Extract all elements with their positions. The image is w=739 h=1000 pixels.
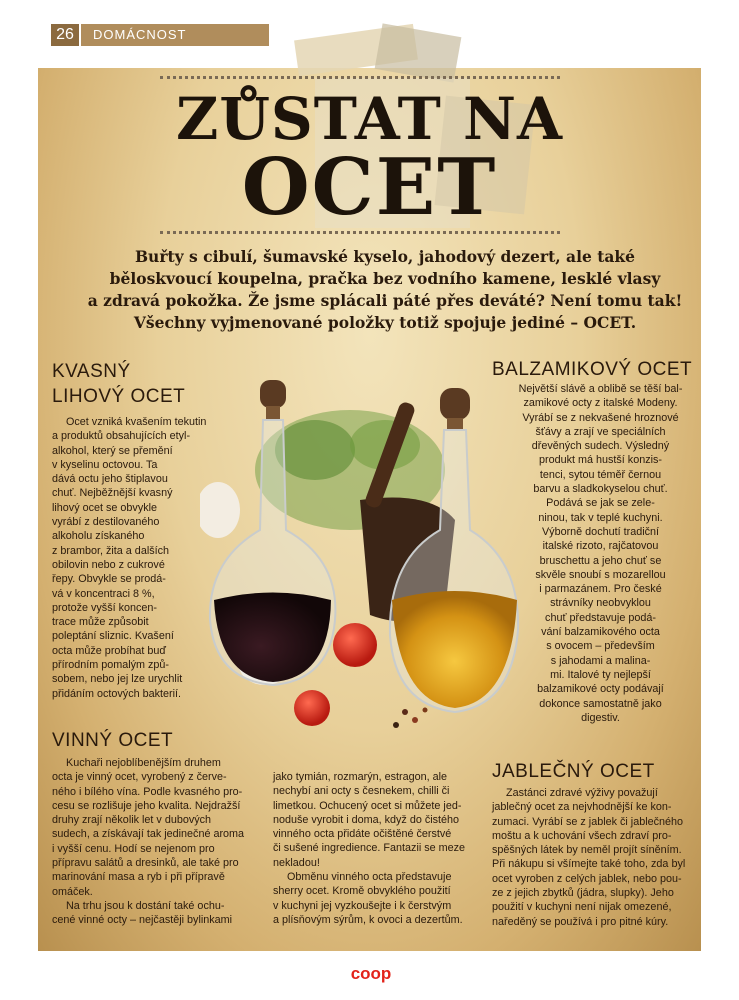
text-line: Na trhu jsou k dostání také ochu- (66, 899, 225, 912)
text-line: digestiv. (581, 711, 620, 724)
text-line: ného i bílého vína. Podle kvasného pro- (52, 785, 243, 798)
text-line: nekladou! (273, 856, 320, 869)
text-line: sobem, nebo jej lze urychlit (52, 673, 183, 686)
text-line: strávníky neobvyklou (550, 597, 651, 610)
text-line: z brambor, žita a dalších (52, 544, 170, 557)
heading-balzamikovy: BALZAMIKOVÝ OCET (492, 359, 693, 380)
text-line: tenci, sytou téměř černou (539, 468, 662, 481)
text-line: Při nákupu si všímejte také toho, zda byl (492, 858, 686, 871)
text-line: noduše vyrobit i doma, když do čistého (273, 813, 460, 826)
lead-line: běloskvoucí koupelna, pračka bez vodního kamene, lesklé vlasy (109, 269, 661, 288)
text-line: vyrábí z destilovaného (52, 516, 160, 529)
text-line: Vyrábí se z nekvašené hroznové (522, 411, 679, 424)
text-line: nechybí ani octy s česnekem, chilli či (273, 785, 450, 798)
text-line: dokonce samostatně jako (539, 697, 662, 710)
text-line: přidáním octových bakterií. (52, 687, 182, 700)
page-number: 26 (51, 24, 79, 46)
page-header (51, 24, 269, 46)
article-title-line1: ZŮSTAT NA (176, 85, 563, 153)
heading-line: KVASNÝ (52, 361, 131, 382)
heading-kvasny (52, 359, 185, 409)
text-line: v kyselinu octovou. Ta (52, 458, 158, 471)
text-line: naředěný se používá i pro pitné kúry. (492, 915, 669, 928)
text-line: balzamikové octy podávají (537, 683, 664, 696)
text-line: s jahodami a malina- (550, 654, 651, 667)
text-line: Zastánci zdravé výživy považují (506, 787, 658, 799)
coop-logo: coop (350, 964, 392, 983)
text-line: jako tymián, rozmarýn, estragon, ale (273, 771, 448, 783)
text-vinny-col2 (273, 770, 483, 927)
text-line: spěšných látek by neměl projít síněním. (492, 844, 682, 857)
text-line: octa je vinný ocet, vyrobený z červe- (52, 771, 227, 784)
text-line: italské rizoto, rajčatovou (542, 540, 659, 553)
lead-line: Všechny vyjmenované položky totiž spojuje jediné – OCET. (133, 313, 637, 332)
text-line: jablečný ocet za nejvhodnější ke kon- (492, 801, 672, 814)
heading-vinny: VINNÝ OCET (52, 730, 174, 751)
text-line: i vyšší cenu. Hodí se nejenom pro (52, 842, 215, 855)
text-line: limetkou. Ochucený ocet si můžete jed- (273, 799, 462, 812)
heading-jablecny: JABLEČNÝ OCET (492, 761, 655, 782)
text-line: bruschettu a jeho chuť se (539, 554, 662, 567)
text-vinny-col1 (52, 756, 267, 928)
text-line: přírodním pomalým způ- (52, 659, 170, 672)
text-line: použití v kuchyni není nijak omezené, (492, 901, 672, 914)
text-line: v kuchyni jej vyzkoušejte i k čerstvým (273, 899, 452, 912)
text-line: alkohol, který se přemění (52, 444, 173, 457)
text-line: lihový ocet se obvykle (52, 501, 158, 514)
lead-line: Buřty s cibulí, šumavské kyselo, jahodový dezert, ale také (134, 247, 636, 266)
text-line: moštu a k uchování všech zdraví pro- (492, 829, 672, 842)
text-line: zumaci. Vyrábí se z jablek či jablečného (492, 815, 684, 828)
text-line: produkt má hustší konzis- (538, 454, 662, 467)
text-line: skvěle snoubí s mozarellou (535, 568, 666, 581)
text-line: cené vinné octy – nejčastěji bylinkami (52, 914, 233, 927)
text-line: šťávy a zrají ve speciálních (535, 425, 666, 438)
text-line: vinného octa přidáte očištěné čerstvé (273, 828, 452, 841)
section-label: DOMÁCNOST (81, 24, 269, 46)
text-line: Ocet vzniká kvašením tekutin (66, 416, 207, 428)
text-line: trace může způsobit (52, 616, 149, 629)
text-line: barvu a sladkokyselou chuť. (533, 483, 668, 496)
text-jablecny (492, 786, 697, 929)
text-line: alkoholu získaného (52, 530, 145, 543)
text-line: obilovin nebo z cukrové (52, 558, 165, 571)
text-line: vá v koncentraci 8 %, (52, 587, 155, 600)
text-line: mi. Italové ty nejlepší (550, 668, 651, 681)
heading-line: LIHOVÝ OCET (52, 386, 186, 407)
text-line: zamikové octy z italské Modeny. (523, 397, 678, 410)
text-kvasny (52, 415, 232, 701)
text-line: vání balzamikového octa (541, 626, 660, 639)
text-line: omáček. (52, 885, 93, 898)
text-line: Obměnu vinného octa představuje (287, 871, 452, 884)
text-line: a produktů obsahujících etyl- (52, 430, 191, 443)
text-line: s ovocem – především (546, 640, 655, 653)
vinegar-bottles-photo (200, 360, 530, 740)
text-line: druhy zrají několik let v dubových (52, 814, 212, 827)
text-line: a plísňovým sýrům, k ovoci a dezertům. (273, 913, 463, 926)
text-line: Výborně dochutí tradiční (541, 525, 660, 538)
article-title-line2: OCET (241, 142, 498, 233)
text-line: i parmazánem. Pro české (539, 583, 662, 596)
lead-paragraph (75, 246, 695, 334)
text-balzamikovy (508, 382, 693, 725)
text-line: marinování masa a ryb i při přípravě (52, 871, 225, 884)
text-line: sherry ocet. Kromě obvyklého použití (273, 885, 451, 898)
text-line: ninou, tak v teplé kuchyni. (538, 511, 663, 524)
text-line: přípravu salátů a dresinků, ale také pro (52, 857, 239, 870)
text-line: octa může probíhat buď (52, 644, 167, 657)
text-line: poleptání sliznic. Kvašení (52, 630, 174, 643)
text-line: Podává se jak se zele- (546, 497, 655, 510)
text-line: ze z jejich zbytků (jádra, slupky). Jeho (492, 887, 674, 900)
text-line: Největší slávě a oblibě se těší bal- (518, 383, 683, 395)
text-line: ocet vyroben z celých jablek, nebo pou- (492, 872, 682, 885)
text-line: Kuchaři nejoblíbenějším druhem (66, 757, 221, 769)
text-line: dřevěných sudech. Výsledný (531, 440, 670, 453)
lead-line: a zdravá pokožka. Že jsme splácali páté přes deváté? Není tomu tak! (87, 291, 683, 310)
text-line: cesu se rozlišuje jeho kvalita. Nejdražší (52, 799, 241, 812)
text-line: protože vyšší koncen- (52, 601, 158, 614)
text-line: dává octu jeho štiplavou (52, 473, 168, 486)
text-line: chuť. Nejběžnější kvasný (52, 487, 173, 500)
text-line: chuť představuje podá- (545, 611, 656, 624)
text-line: řepy. Obvykle se prodá- (52, 573, 166, 586)
text-line: či sušené ingredience. Fantazii se meze (273, 842, 466, 855)
text-line: sudech, a získávají tak jedinečné aroma (52, 828, 245, 841)
